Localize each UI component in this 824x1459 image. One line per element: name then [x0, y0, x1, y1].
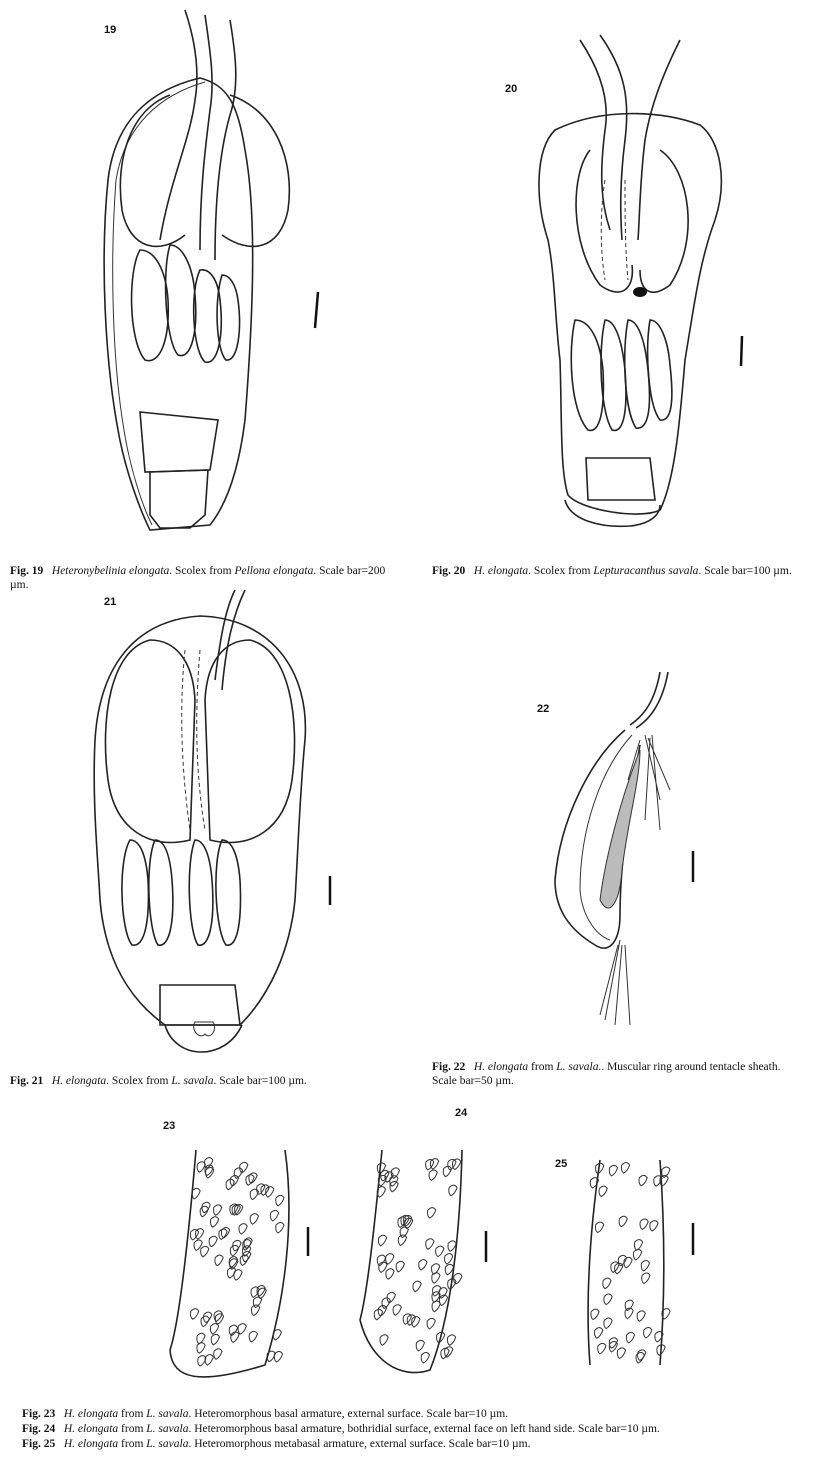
hook-mark: [639, 1175, 647, 1186]
caption-host: Pellona elongata: [234, 565, 314, 577]
caption-label: Fig. 21: [10, 1075, 44, 1087]
figure-number-23: 23: [163, 1120, 176, 1132]
caption-text-2: . Heteromorphous basal armature, bothridial surface, external face on left hand side. Scale bar=10 µm.: [188, 1423, 660, 1435]
figure-number-21: 21: [104, 596, 117, 608]
caption-text-2: . Muscular ring around tentacle sheath. Scale bar=50 µm.: [432, 1061, 781, 1087]
caption-host: L. savala.: [556, 1061, 602, 1073]
caption-text-2: . Scale bar=100 µm.: [213, 1075, 307, 1087]
hook-mark: [633, 1249, 641, 1260]
caption-label: Fig. 23: [22, 1408, 56, 1420]
hook-mark: [626, 1332, 634, 1343]
caption-text-2: . Scale bar=100 µm.: [698, 565, 792, 577]
hook-mark: [598, 1343, 606, 1354]
caption-fig20: [432, 564, 812, 578]
caption-text: . Scolex from: [106, 1075, 172, 1087]
caption-fig19: [10, 564, 400, 592]
hook-mark: [595, 1328, 603, 1339]
hook-mark: [591, 1309, 599, 1320]
caption-host: Lepturacanthus savala: [593, 565, 699, 577]
hook-mark: [609, 1165, 617, 1176]
hook-mark: [619, 1216, 627, 1227]
figure-number-25: 25: [555, 1158, 568, 1170]
caption-label: Fig. 22: [432, 1061, 466, 1073]
hook-mark: [650, 1221, 658, 1232]
hook-mark: [634, 1240, 642, 1251]
caption-species: H. elongata: [473, 1061, 529, 1073]
caption-host: L. savala: [146, 1423, 189, 1435]
hook-mark: [617, 1348, 625, 1359]
figure-number-22: 22: [537, 703, 550, 715]
caption-fig21: [10, 1074, 410, 1088]
hook-mark: [637, 1311, 645, 1322]
hook-mark: [599, 1186, 607, 1197]
caption-label: Fig. 19: [10, 565, 44, 577]
figure-number-20: 20: [505, 83, 518, 95]
hook-mark: [638, 1350, 646, 1361]
caption-text: from: [118, 1423, 147, 1435]
caption-fig25: [22, 1437, 812, 1451]
hook-mark: [621, 1163, 629, 1174]
hook-mark: [595, 1222, 603, 1233]
caption-text-2: . Scale bar=200 µm.: [10, 565, 386, 591]
hook-mark: [644, 1327, 652, 1338]
hook-mark: [603, 1278, 611, 1289]
caption-host: L. savala: [171, 1075, 214, 1087]
figure-number-24: 24: [455, 1107, 468, 1119]
hook-mark: [642, 1273, 650, 1284]
caption-species: H. elongata: [63, 1438, 119, 1450]
hook-mark: [604, 1294, 612, 1305]
caption-label: Fig. 24: [22, 1423, 56, 1435]
caption-text: . Scolex from: [169, 565, 235, 577]
hook-mark: [641, 1260, 649, 1271]
caption-text: from: [528, 1061, 557, 1073]
caption-species: Heteronybelinia elongata: [51, 565, 170, 577]
caption-label: Fig. 20: [432, 565, 466, 577]
hook-mark: [640, 1219, 648, 1230]
hook-mark: [624, 1257, 632, 1268]
caption-species: H. elongata: [473, 565, 529, 577]
caption-species: H. elongata: [51, 1075, 107, 1087]
figure-number-19: 19: [104, 24, 117, 36]
caption-text-2: . Heteromorphous metabasal armature, external surface. Scale bar=10 µm.: [188, 1438, 531, 1450]
caption-text: . Scolex from: [528, 565, 594, 577]
hook-mark: [590, 1178, 598, 1189]
caption-text-2: . Heteromorphous basal armature, external surface. Scale bar=10 µm.: [188, 1408, 509, 1420]
caption-species: H. elongata: [63, 1423, 119, 1435]
caption-host: L. savala: [146, 1408, 189, 1420]
caption-species: H. elongata: [63, 1408, 119, 1420]
caption-fig24: [22, 1422, 812, 1436]
caption-host: L. savala: [146, 1438, 189, 1450]
caption-text: from: [118, 1408, 147, 1420]
caption-text: from: [118, 1438, 147, 1450]
caption-label: Fig. 25: [22, 1438, 56, 1450]
caption-fig22: [432, 1060, 802, 1088]
hook-mark: [604, 1318, 612, 1329]
caption-fig23: [22, 1407, 812, 1421]
